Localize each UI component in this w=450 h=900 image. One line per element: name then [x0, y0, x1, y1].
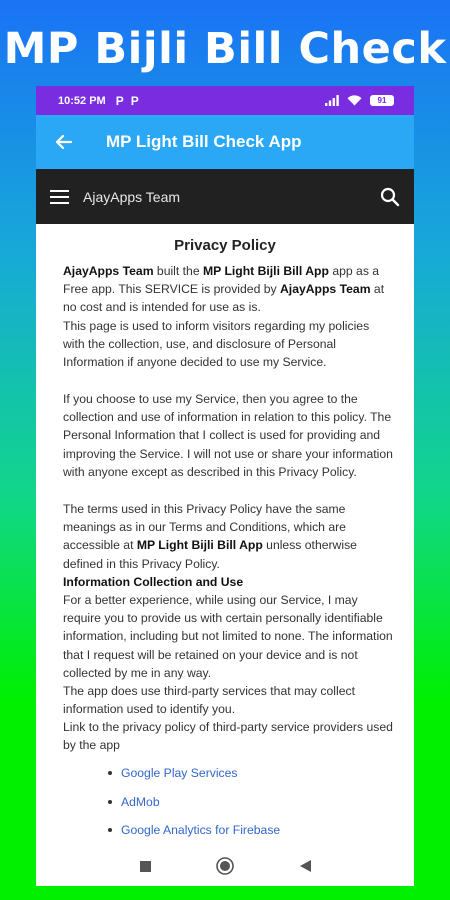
status-time: 10:52 PM [58, 94, 106, 107]
status-bar [36, 86, 414, 115]
phone-screen [36, 86, 414, 886]
web-toolbar [36, 169, 414, 224]
google-play-services-link[interactable]: Google Play Services [121, 766, 238, 780]
text-span: The terms used in this Privacy Policy have the same meanings as in our Terms and Conditions, which are accessible at [63, 502, 346, 553]
section-heading: Information Collection and Use [63, 575, 244, 589]
page-title: Privacy Policy [174, 237, 276, 254]
text-span: app as a Free app. This SERVICE is provided by [63, 264, 380, 297]
bullet-dot [108, 828, 112, 832]
list-item [108, 795, 160, 809]
privacy-policy-content [36, 224, 414, 846]
text-span: at no cost and is intended for use as is. [63, 282, 385, 315]
text-span: built the [153, 264, 203, 278]
app-bar-title: MP Light Bill Check App [106, 132, 302, 151]
signal-icon [325, 95, 339, 106]
links-intro-paragraph: Link to the privacy policy of third-party service providers used by the app [63, 720, 393, 753]
firebase-analytics-link[interactable]: Google Analytics for Firebase [121, 823, 281, 837]
square-icon [140, 861, 151, 872]
admob-link[interactable]: AdMob [121, 795, 160, 809]
back-arrow-icon[interactable] [54, 132, 74, 152]
terms-paragraph [63, 500, 393, 573]
notification-icon-p: P [130, 93, 139, 108]
notification-icon-p: P [115, 93, 124, 108]
back-button[interactable] [285, 846, 325, 886]
app-name: MP Light Bijli Bill App [203, 264, 329, 278]
hamburger-menu-icon[interactable] [50, 190, 69, 204]
bullet-dot [108, 771, 112, 775]
list-item [108, 823, 280, 837]
toolbar-title: AjayApps Team [83, 188, 181, 205]
intro-paragraph [63, 262, 393, 317]
system-nav-bar [36, 846, 414, 886]
team-name: AjayApps Team [63, 264, 154, 278]
back-triangle-icon [300, 860, 311, 872]
promo-headline: MP Bijli Bill Check [3, 24, 447, 74]
team-name: AjayApps Team [280, 282, 371, 297]
wifi-icon [347, 95, 362, 106]
consent-paragraph: If you choose to use my Service, then you agree to the collection and use of information in relation to this policy. The Personal Information that I collect is used for providing and improving the Service. I will not use or share your information with anyone except as described in this Privacy Policy. [63, 392, 393, 479]
recents-button[interactable] [125, 846, 165, 886]
home-circle-icon [216, 857, 234, 875]
app-bar [36, 115, 414, 169]
list-item [108, 766, 238, 780]
text-span: unless otherwise defined in this Privacy Policy. [63, 538, 357, 571]
bullet-dot [108, 800, 112, 804]
collection-paragraph: For a better experience, while using our Service, I may require you to provide us with certain personally identifiable information, including but not limited to none. The information that I request will be retained on your device and is not collected by me in any way. [63, 593, 393, 680]
home-button[interactable] [205, 846, 245, 886]
search-icon[interactable] [380, 187, 400, 207]
third-party-paragraph: The app does use third-party services that may collect information used to identify you. [63, 684, 355, 717]
app-name: MP Light Bijli Bill App [136, 538, 263, 553]
info-paragraph: This page is used to inform visitors regarding my policies with the collection, use, and disclosure of Personal Information if anyone decided to use my Service. [63, 319, 370, 370]
battery-icon: 91 [370, 95, 394, 106]
